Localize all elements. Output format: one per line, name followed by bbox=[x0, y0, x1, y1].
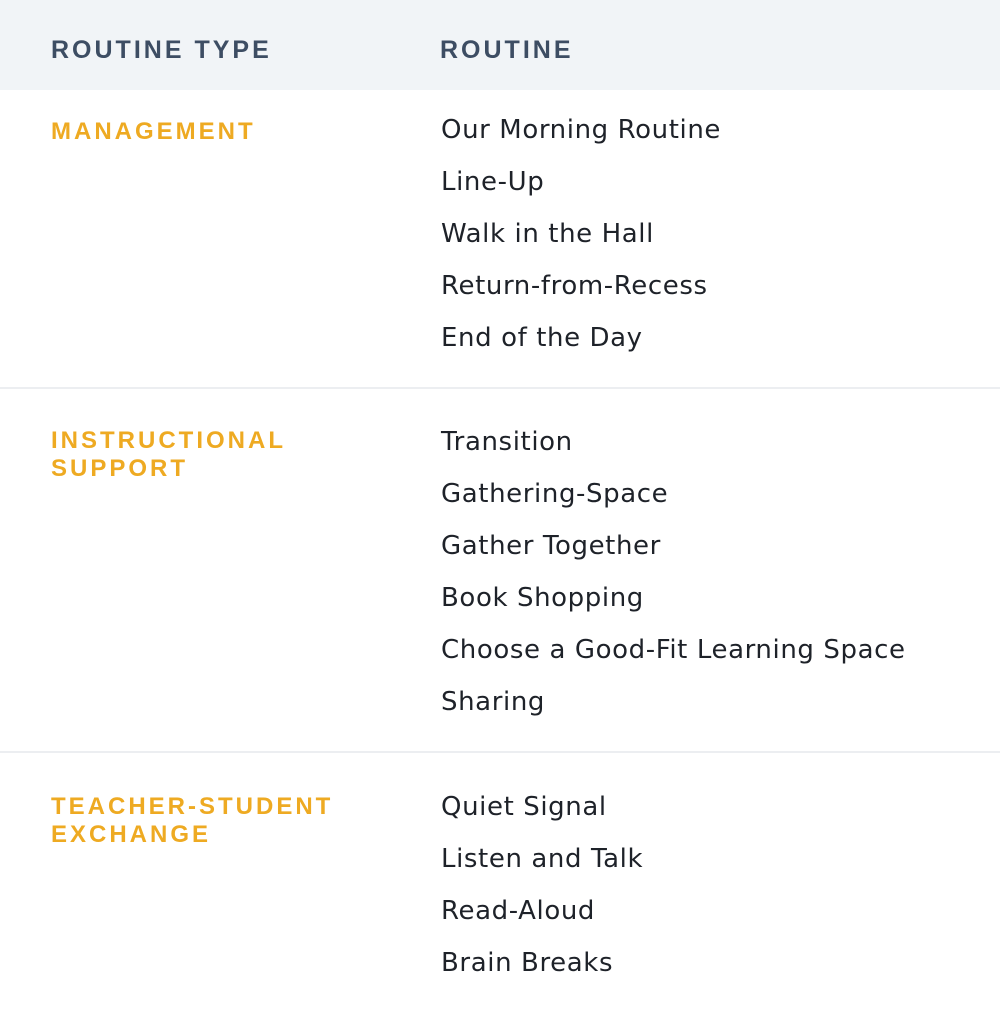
group-label bbox=[51, 118, 411, 146]
table-header bbox=[0, 0, 1000, 90]
group-label-line: SUPPORT bbox=[51, 455, 189, 482]
routine-list bbox=[441, 104, 721, 364]
group-teacher-student-exchange bbox=[0, 753, 1000, 1030]
routine-list bbox=[441, 416, 906, 728]
group-label-line: EXCHANGE bbox=[51, 821, 212, 848]
routine-list bbox=[441, 781, 643, 989]
group-label-line: TEACHER-STUDENT bbox=[51, 793, 334, 820]
group-label-line: MANAGEMENT bbox=[51, 118, 256, 145]
routine-item: Read-Aloud bbox=[441, 896, 596, 926]
routine-item: Walk in the Hall bbox=[441, 219, 654, 249]
routine-item: Quiet Signal bbox=[441, 792, 607, 822]
column-header-routine: ROUTINE bbox=[440, 36, 574, 64]
group-label bbox=[51, 793, 411, 849]
routine-item: End of the Day bbox=[441, 323, 643, 353]
routine-item: Sharing bbox=[441, 687, 546, 717]
group-management bbox=[0, 90, 1000, 389]
routine-item: Our Morning Routine bbox=[441, 115, 721, 145]
group-label bbox=[51, 427, 411, 483]
group-label-line: INSTRUCTIONAL bbox=[51, 427, 286, 454]
routine-item: Line-Up bbox=[441, 167, 545, 197]
routine-item: Listen and Talk bbox=[441, 844, 644, 874]
routine-item: Transition bbox=[441, 427, 573, 457]
routine-item: Book Shopping bbox=[441, 583, 644, 613]
routine-item: Gathering-Space bbox=[441, 479, 669, 509]
column-header-routine-type: ROUTINE TYPE bbox=[51, 36, 272, 64]
routine-item: Gather Together bbox=[441, 531, 661, 561]
routine-item: Brain Breaks bbox=[441, 948, 614, 978]
group-instructional-support bbox=[0, 389, 1000, 753]
routine-item: Return-from-Recess bbox=[441, 271, 708, 301]
routine-item: Choose a Good-Fit Learning Space bbox=[441, 635, 906, 665]
